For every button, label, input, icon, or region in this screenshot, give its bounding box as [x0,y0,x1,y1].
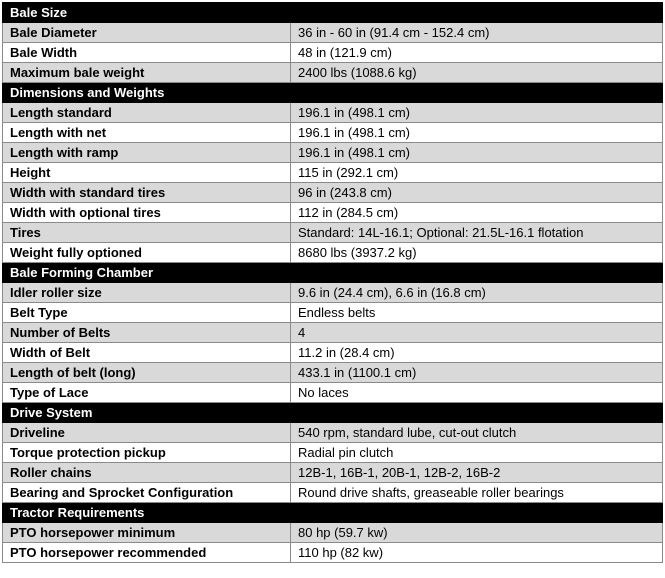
spec-row [3,323,663,343]
spec-row [3,383,663,403]
spec-value: 4 [291,323,663,343]
section-header-row [3,503,663,523]
section-header-blank [291,3,663,23]
section-title: Bale Forming Chamber [3,263,291,283]
spec-row [3,423,663,443]
spec-label: Height [3,163,291,183]
spec-label: Length standard [3,103,291,123]
section-header-row [3,83,663,103]
spec-value: 196.1 in (498.1 cm) [291,143,663,163]
section-title: Tractor Requirements [3,503,291,523]
section-header-blank [291,403,663,423]
spec-value: 80 hp (59.7 kw) [291,523,663,543]
spec-row [3,463,663,483]
spec-value: 2400 lbs (1088.6 kg) [291,63,663,83]
spec-value: Endless belts [291,303,663,323]
spec-label: Idler roller size [3,283,291,303]
section-title: Drive System [3,403,291,423]
spec-label: Width of Belt [3,343,291,363]
spec-value: 110 hp (82 kw) [291,543,663,563]
spec-value: 433.1 in (1100.1 cm) [291,363,663,383]
section-title: Dimensions and Weights [3,83,291,103]
spec-label: Maximum bale weight [3,63,291,83]
spec-row [3,163,663,183]
spec-value: 36 in - 60 in (91.4 cm - 152.4 cm) [291,23,663,43]
spec-label: Bale Width [3,43,291,63]
spec-row [3,543,663,563]
spec-label: Length with net [3,123,291,143]
spec-value: 96 in (243.8 cm) [291,183,663,203]
section-header-blank [291,83,663,103]
spec-label: Belt Type [3,303,291,323]
spec-label: PTO horsepower minimum [3,523,291,543]
spec-row [3,523,663,543]
spec-label: Roller chains [3,463,291,483]
spec-value: 112 in (284.5 cm) [291,203,663,223]
spec-row [3,143,663,163]
spec-row [3,203,663,223]
section-header-blank [291,503,663,523]
spec-row [3,343,663,363]
spec-value: Standard: 14L-16.1; Optional: 21.5L-16.1 flotation [291,223,663,243]
section-title: Bale Size [3,3,291,23]
spec-row [3,443,663,463]
spec-value: 196.1 in (498.1 cm) [291,103,663,123]
spec-label: Bale Diameter [3,23,291,43]
section-header-row [3,403,663,423]
spec-value: 540 rpm, standard lube, cut-out clutch [291,423,663,443]
spec-row [3,363,663,383]
spec-label: Type of Lace [3,383,291,403]
spec-row [3,43,663,63]
spec-value: 48 in (121.9 cm) [291,43,663,63]
spec-label: PTO horsepower recommended [3,543,291,563]
spec-row [3,243,663,263]
spec-label: Length with ramp [3,143,291,163]
spec-label: Tires [3,223,291,243]
section-header-row [3,3,663,23]
section-header-blank [291,263,663,283]
spec-label: Width with standard tires [3,183,291,203]
spec-value: No laces [291,383,663,403]
spec-row [3,283,663,303]
spec-label: Length of belt (long) [3,363,291,383]
spec-label: Bearing and Sprocket Configuration [3,483,291,503]
spec-table-body [3,3,663,563]
spec-value: 12B-1, 16B-1, 20B-1, 12B-2, 16B-2 [291,463,663,483]
spec-row [3,483,663,503]
spec-row [3,63,663,83]
spec-row [3,183,663,203]
spec-value: 196.1 in (498.1 cm) [291,123,663,143]
spec-label: Width with optional tires [3,203,291,223]
spec-label: Torque protection pickup [3,443,291,463]
spec-table [2,2,663,563]
spec-row [3,303,663,323]
spec-value: Radial pin clutch [291,443,663,463]
spec-row [3,23,663,43]
spec-row [3,223,663,243]
spec-label: Driveline [3,423,291,443]
spec-row [3,103,663,123]
spec-value: 8680 lbs (3937.2 kg) [291,243,663,263]
section-header-row [3,263,663,283]
spec-label: Number of Belts [3,323,291,343]
spec-row [3,123,663,143]
spec-value: 9.6 in (24.4 cm), 6.6 in (16.8 cm) [291,283,663,303]
spec-value: 11.2 in (28.4 cm) [291,343,663,363]
spec-label: Weight fully optioned [3,243,291,263]
spec-value: 115 in (292.1 cm) [291,163,663,183]
spec-value: Round drive shafts, greaseable roller bearings [291,483,663,503]
